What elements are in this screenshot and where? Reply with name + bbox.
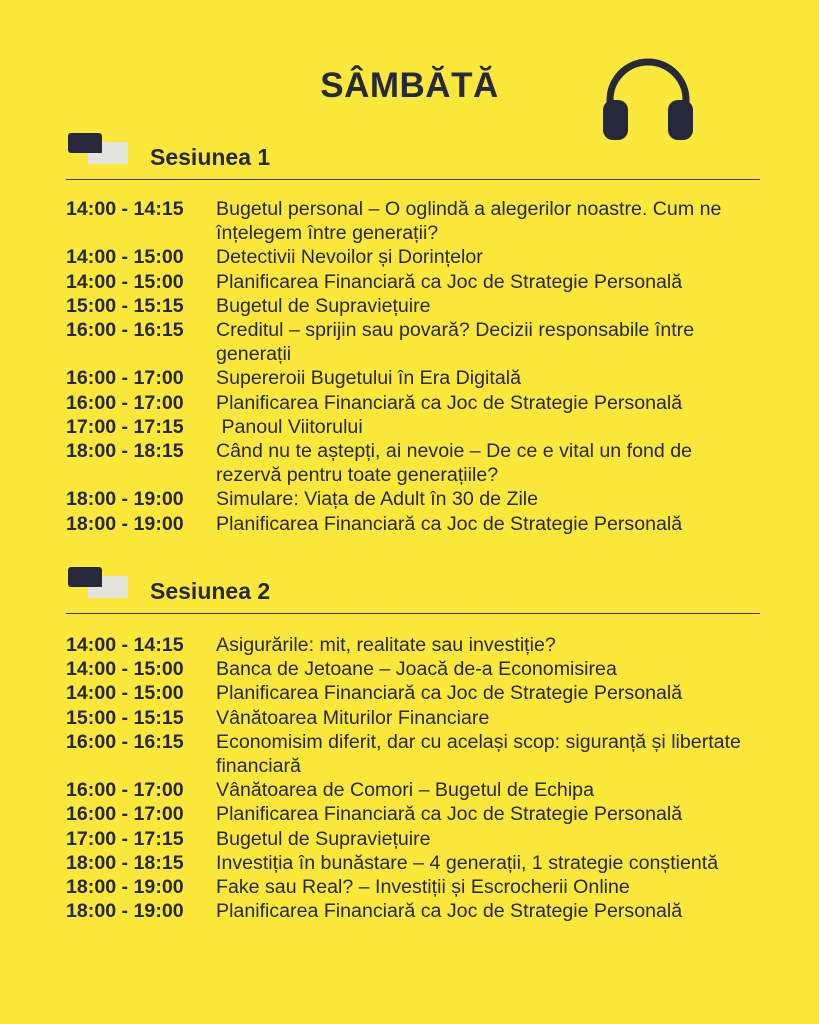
schedule-row — [66, 802, 786, 826]
time-range: 18:00 - 19:00 — [66, 876, 184, 899]
activity-title: Planificarea Financiară ca Joc de Strategie Personală — [216, 803, 683, 826]
schedule-row — [66, 706, 786, 730]
activity-title: Economisim diferit, dar cu același scop: siguranță și libertate financiară — [216, 730, 741, 778]
schedule-row — [66, 827, 786, 851]
time-range: 14:00 - 14:15 — [66, 198, 184, 220]
session-1-schedule — [66, 197, 786, 536]
session-2-header — [66, 566, 760, 614]
session-1-header — [66, 132, 760, 180]
activity-title: Fake sau Real? – Investiții și Escrocherii Online — [216, 876, 630, 899]
page-title: SÂMBĂTĂ — [320, 66, 499, 105]
activity-title: Investiția în bunăstare – 4 generații, 1 strategie conștientă — [216, 851, 719, 874]
time-range: 14:00 - 15:00 — [66, 682, 184, 705]
schedule-row — [66, 415, 786, 439]
time-range: 14:00 - 15:00 — [66, 658, 184, 681]
activity-title: Vânătoarea de Comori – Bugetul de Echipa — [216, 779, 594, 802]
schedule-row — [66, 633, 786, 657]
schedule-row — [66, 512, 786, 536]
time-range: 17:00 - 17:15 — [66, 827, 184, 850]
session-1-title: Sesiunea 1 — [150, 144, 271, 170]
activity-title: Asigurările: mit, realitate sau investiție? — [216, 634, 556, 656]
time-range: 17:00 - 17:15 — [66, 415, 184, 438]
activity-title: Banca de Jetoane – Joacă de-a Economisirea — [216, 658, 617, 681]
schedule-row — [66, 391, 786, 415]
activity-title: Când nu te aștepți, ai nevoie – De ce e vital un fond de rezervă pentru toate generațiile? — [216, 440, 693, 487]
time-range: 14:00 - 15:00 — [66, 246, 184, 269]
time-range: 18:00 - 19:00 — [66, 488, 184, 511]
time-range: 15:00 - 15:15 — [66, 294, 184, 317]
schedule-row — [66, 318, 786, 366]
activity-title: Vânătoarea Miturilor Financiare — [216, 706, 490, 729]
time-range: 18:00 - 18:15 — [66, 440, 184, 463]
activity-title: Planificarea Financiară ca Joc de Strategie Personală — [216, 391, 683, 414]
schedule-row — [66, 197, 786, 245]
divider — [66, 613, 760, 614]
time-range: 16:00 - 17:00 — [66, 367, 184, 390]
activity-title: Planificarea Financiară ca Joc de Strategie Personală — [216, 900, 683, 923]
schedule-row — [66, 294, 786, 318]
time-range: 14:00 - 15:00 — [66, 270, 184, 293]
activity-title: Creditul – sprijin sau povară? Decizii responsabile între generații — [216, 319, 695, 366]
flag-icon — [66, 132, 136, 168]
activity-title: Planificarea Financiară ca Joc de Strategie Personală — [216, 512, 683, 535]
flag-icon — [66, 566, 136, 602]
activity-title: Planificarea Financiară ca Joc de Strategie Personală — [216, 270, 683, 293]
time-range: 16:00 - 17:00 — [66, 779, 184, 802]
time-range: 16:00 - 17:00 — [66, 803, 184, 826]
headphones-icon — [600, 52, 696, 144]
schedule-row — [66, 270, 786, 294]
time-range: 16:00 - 16:15 — [66, 319, 184, 342]
schedule-row — [66, 487, 786, 511]
schedule-row — [66, 899, 786, 923]
session-2-title: Sesiunea 2 — [150, 578, 271, 604]
schedule-row — [66, 778, 786, 802]
activity-title: Bugetul de Supraviețuire — [216, 294, 431, 317]
schedule-row — [66, 875, 786, 899]
time-range: 18:00 - 18:15 — [66, 851, 184, 874]
activity-title: Bugetul personal – O oglindă a alegerilor noastre. Cum ne înțelegem între generații? — [216, 198, 722, 245]
activity-title: Simulare: Viața de Adult în 30 de Zile — [216, 488, 539, 511]
schedule-row — [66, 657, 786, 681]
schedule-row — [66, 245, 786, 269]
activity-title: Supereroii Bugetului în Era Digitală — [216, 367, 521, 390]
time-range: 15:00 - 15:15 — [66, 706, 184, 729]
time-range: 14:00 - 14:15 — [66, 634, 184, 656]
schedule-row — [66, 730, 786, 778]
time-range: 16:00 - 17:00 — [66, 391, 184, 414]
time-range: 16:00 - 16:15 — [66, 730, 184, 753]
schedule-row — [66, 851, 786, 875]
schedule-row — [66, 681, 786, 705]
activity-title: Bugetul de Supraviețuire — [216, 827, 431, 850]
time-range: 18:00 - 19:00 — [66, 512, 184, 535]
activity-title: Detectivii Nevoilor și Dorințelor — [216, 246, 483, 269]
divider — [66, 179, 760, 180]
schedule-row — [66, 439, 786, 487]
time-range: 18:00 - 19:00 — [66, 900, 184, 923]
activity-title: Panoul Viitorului — [216, 415, 363, 438]
session-2-schedule — [66, 633, 786, 923]
schedule-row — [66, 366, 786, 390]
activity-title: Planificarea Financiară ca Joc de Strategie Personală — [216, 682, 683, 705]
